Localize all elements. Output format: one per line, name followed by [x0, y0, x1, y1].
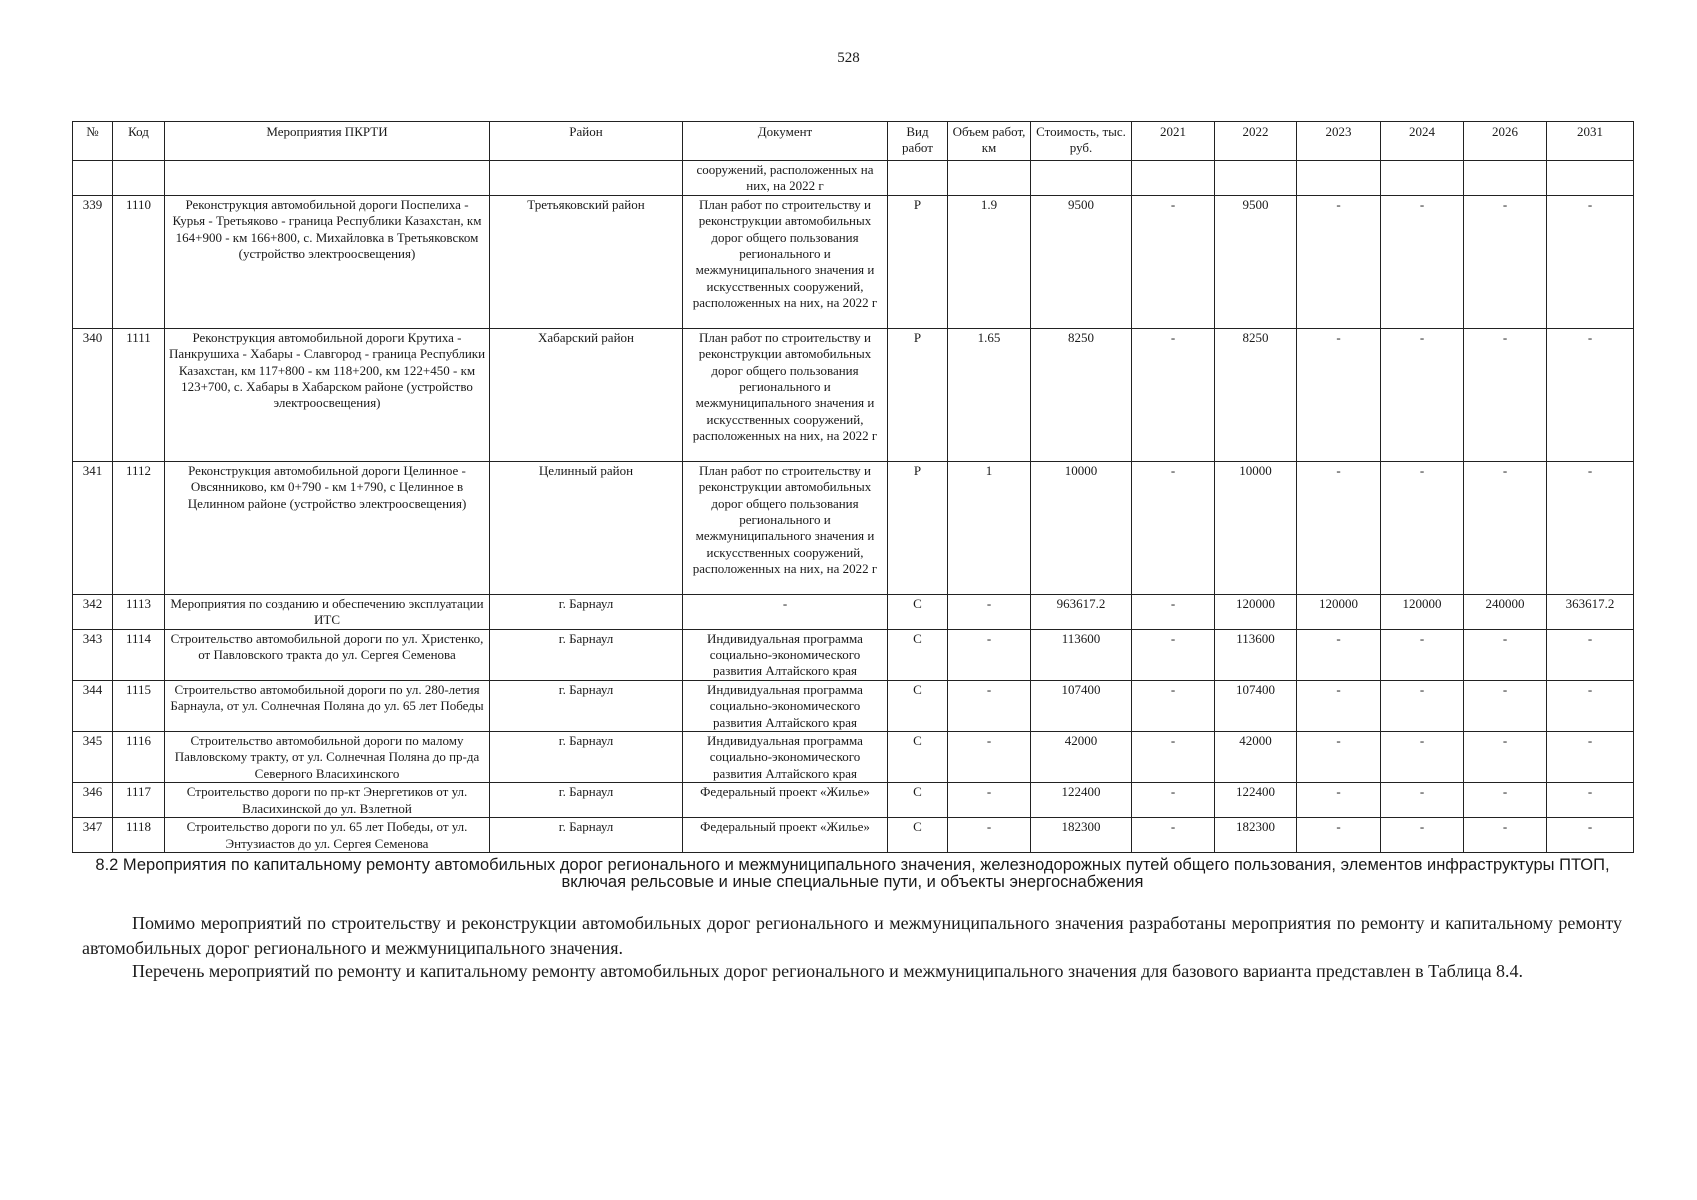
cell-2021: -	[1132, 783, 1215, 818]
cell-work-type: С	[888, 783, 948, 818]
cell-2026: -	[1464, 629, 1547, 680]
cell-work-type: С	[888, 594, 948, 629]
cell-document: Федеральный проект «Жилье»	[683, 783, 888, 818]
cell-document: План работ по строительству и реконструкции автомобильных дорог общего пользования регионального и межмуниципального значения и искусственных сооружений, расположенных на них, на 2022 г	[683, 195, 888, 328]
cell-work-type: С	[888, 818, 948, 853]
cell-code: 1116	[113, 732, 165, 783]
cell-document: Федеральный проект «Жилье»	[683, 818, 888, 853]
cell-document: План работ по строительству и реконструкции автомобильных дорог общего пользования регионального и межмуниципального значения и искусственных сооружений, расположенных на них, на 2022 г	[683, 461, 888, 594]
cell-num: 343	[73, 629, 113, 680]
cell-num: 347	[73, 818, 113, 853]
cell-cost: 122400	[1031, 783, 1132, 818]
cell-2024: -	[1381, 328, 1464, 461]
cell-2024: -	[1381, 629, 1464, 680]
cell-district: г. Барнаул	[490, 629, 683, 680]
cell-2021: -	[1132, 629, 1215, 680]
cell-cost: 9500	[1031, 195, 1132, 328]
cell-2021: -	[1132, 680, 1215, 731]
cell-volume: 1	[948, 461, 1031, 594]
cell-2026: -	[1464, 680, 1547, 731]
cell-work-type: Р	[888, 328, 948, 461]
cell-volume: -	[948, 629, 1031, 680]
cell-2022: 107400	[1215, 680, 1297, 731]
table-row	[73, 818, 1634, 853]
cell-event: Строительство автомобильной дороги по ул. 280-летия Барнаула, от ул. Солнечная Поляна до ул. 65 лет Победы	[165, 680, 490, 731]
cell-2026: -	[1464, 783, 1547, 818]
cell-2024: -	[1381, 461, 1464, 594]
table-row	[73, 195, 1634, 328]
cell-2023: -	[1297, 195, 1381, 328]
header-2022: 2022	[1215, 122, 1297, 161]
cell-code: 1115	[113, 680, 165, 731]
cell-2022: 9500	[1215, 195, 1297, 328]
cell-2022: 113600	[1215, 629, 1297, 680]
cell-volume: 1.9	[948, 195, 1031, 328]
cell-2023: -	[1297, 783, 1381, 818]
header-2031: 2031	[1547, 122, 1634, 161]
cell-2023: -	[1297, 629, 1381, 680]
cell-event: Реконструкция автомобильной дороги Целинное - Овсянниково, км 0+790 - км 1+790, с Целинное в Целинном районе (устройство электроосвещения)	[165, 461, 490, 594]
cell-document: Индивидуальная программа социально-экономического развития Алтайского края	[683, 629, 888, 680]
cell-2021: -	[1132, 732, 1215, 783]
cell-code: 1114	[113, 629, 165, 680]
cell-2023: -	[1297, 328, 1381, 461]
cell-num: 342	[73, 594, 113, 629]
cell-cost: 113600	[1031, 629, 1132, 680]
cell-2031: 363617.2	[1547, 594, 1634, 629]
cell-2022: 120000	[1215, 594, 1297, 629]
cell-2023: -	[1297, 818, 1381, 853]
cell-work-type: Р	[888, 461, 948, 594]
header-2024: 2024	[1381, 122, 1464, 161]
header-2023: 2023	[1297, 122, 1381, 161]
cell-2031: -	[1547, 818, 1634, 853]
cell-event: Строительство автомобильной дороги по малому Павловскому тракту, от ул. Солнечная Поляна до пр-да Северного Власихинского	[165, 732, 490, 783]
cell-2026: -	[1464, 195, 1547, 328]
cell-2031: -	[1547, 195, 1634, 328]
cell-2022: 8250	[1215, 328, 1297, 461]
cell-2024: -	[1381, 680, 1464, 731]
cell-2031: -	[1547, 328, 1634, 461]
header-num: №	[73, 122, 113, 161]
cell-code: 1113	[113, 594, 165, 629]
header-district: Район	[490, 122, 683, 161]
cell-district: г. Барнаул	[490, 594, 683, 629]
header-2021: 2021	[1132, 122, 1215, 161]
cell-num: 339	[73, 195, 113, 328]
cell-num: 340	[73, 328, 113, 461]
paragraph: Помимо мероприятий по строительству и реконструкции автомобильных дорог регионального и межмуниципального значения разработаны мероприятия по ремонту и капитальному ремонту автомобильных дорог регионального и межмуниципального значения.	[82, 913, 1622, 958]
cell-num: 341	[73, 461, 113, 594]
header-volume: Объем работ, км	[948, 122, 1031, 161]
cell-code: 1118	[113, 818, 165, 853]
cell-volume: -	[948, 732, 1031, 783]
cell-cost: 107400	[1031, 680, 1132, 731]
table-row	[73, 680, 1634, 731]
cell-cost: 182300	[1031, 818, 1132, 853]
cell-2024: 120000	[1381, 594, 1464, 629]
cell-volume: 1.65	[948, 328, 1031, 461]
cell-2026: -	[1464, 461, 1547, 594]
cell-event: Реконструкция автомобильной дороги Крутиха - Панкрушиха - Хабары - Славгород - граница Республики Казахстан, км 117+800 - км 118+200, км 122+450 - км 123+700, с. Хабары в Хабарском районе (устройство электроосвещения)	[165, 328, 490, 461]
cell-document: План работ по строительству и реконструкции автомобильных дорог общего пользования регионального и межмуниципального значения и искусственных сооружений, расположенных на них, на 2022 г	[683, 328, 888, 461]
table-row	[73, 461, 1634, 594]
cell-2026: -	[1464, 732, 1547, 783]
cell-document: Индивидуальная программа социально-экономического развития Алтайского края	[683, 732, 888, 783]
cell-document: -	[683, 594, 888, 629]
cell-document: Индивидуальная программа социально-экономического развития Алтайского края	[683, 680, 888, 731]
cell-district: Хабарский район	[490, 328, 683, 461]
cell-2023: -	[1297, 732, 1381, 783]
cell-volume: -	[948, 680, 1031, 731]
cell-cost: 8250	[1031, 328, 1132, 461]
table-row-continuation	[73, 161, 1634, 196]
cell-2021: -	[1132, 195, 1215, 328]
cell-2031: -	[1547, 629, 1634, 680]
table-row	[73, 732, 1634, 783]
cell-2021: -	[1132, 461, 1215, 594]
table-header-row	[73, 122, 1634, 161]
cell-work-type: С	[888, 680, 948, 731]
cell-district: Целинный район	[490, 461, 683, 594]
header-2026: 2026	[1464, 122, 1547, 161]
cell-work-type: Р	[888, 195, 948, 328]
cell-2022: 10000	[1215, 461, 1297, 594]
cell-code: 1111	[113, 328, 165, 461]
header-document: Документ	[683, 122, 888, 161]
table-row	[73, 328, 1634, 461]
cell-2023: -	[1297, 680, 1381, 731]
cell-2031: -	[1547, 783, 1634, 818]
cell-volume: -	[948, 783, 1031, 818]
cell-2031: -	[1547, 680, 1634, 731]
cell-document: сооружений, расположенных на них, на 2022 г	[683, 161, 888, 196]
header-cost: Стоимость, тыс. руб.	[1031, 122, 1132, 161]
table-row	[73, 629, 1634, 680]
cell-event: Строительство дороги по пр-кт Энергетиков от ул. Власихинской до ул. Взлетной	[165, 783, 490, 818]
cell-volume: -	[948, 594, 1031, 629]
cell-volume: -	[948, 818, 1031, 853]
cell-district: г. Барнаул	[490, 680, 683, 731]
cell-2022: 42000	[1215, 732, 1297, 783]
cell-2031: -	[1547, 461, 1634, 594]
header-event: Мероприятия ПКРТИ	[165, 122, 490, 161]
cell-2023: -	[1297, 461, 1381, 594]
cell-2022: 122400	[1215, 783, 1297, 818]
cell-2021: -	[1132, 328, 1215, 461]
table-row	[73, 594, 1634, 629]
cell-2024: -	[1381, 732, 1464, 783]
paragraph: Перечень мероприятий по ремонту и капитальному ремонту автомобильных дорог регионального и межмуниципального значения для базового варианта представлен в Таблица 8.4.	[132, 961, 1524, 981]
cell-cost: 42000	[1031, 732, 1132, 783]
cell-event: Строительство дороги по ул. 65 лет Победы, от ул. Энтузиастов до ул. Сергея Семенова	[165, 818, 490, 853]
page-number: 528	[837, 50, 860, 66]
cell-2023: 120000	[1297, 594, 1381, 629]
cell-district: г. Барнаул	[490, 732, 683, 783]
cell-event: Строительство автомобильной дороги по ул. Христенко, от Павловского тракта до ул. Сергея Семенова	[165, 629, 490, 680]
cell-2026: -	[1464, 818, 1547, 853]
cell-2024: -	[1381, 818, 1464, 853]
cell-cost: 963617.2	[1031, 594, 1132, 629]
cell-district: Третьяковский район	[490, 195, 683, 328]
section-heading: 8.2 Мероприятия по капитальному ремонту автомобильных дорог регионального и межмуниципального значения, железнодорожных путей общего пользования, элементов инфраструктуры ПТОП, включая рельсовые и иные специальные пути, и объекты энергоснабжения	[95, 856, 1610, 891]
cell-cost: 10000	[1031, 461, 1132, 594]
cell-2024: -	[1381, 783, 1464, 818]
cell-2021: -	[1132, 818, 1215, 853]
cell-district: г. Барнаул	[490, 783, 683, 818]
cell-district: г. Барнаул	[490, 818, 683, 853]
cell-2024: -	[1381, 195, 1464, 328]
cell-work-type: С	[888, 629, 948, 680]
cell-code: 1117	[113, 783, 165, 818]
cell-2026: 240000	[1464, 594, 1547, 629]
roads-table	[72, 121, 1634, 853]
cell-work-type: С	[888, 732, 948, 783]
cell-2026: -	[1464, 328, 1547, 461]
header-work-type: Вид работ	[888, 122, 948, 161]
cell-event: Реконструкция автомобильной дороги Поспелиха - Курья - Третьяково - граница Республики Казахстан, км 164+900 - км 166+800, с. Михайловка в Третьяковском (устройство электроосвещения)	[165, 195, 490, 328]
table-row	[73, 783, 1634, 818]
cell-num: 345	[73, 732, 113, 783]
cell-num: 346	[73, 783, 113, 818]
cell-num: 344	[73, 680, 113, 731]
cell-2031: -	[1547, 732, 1634, 783]
cell-event: Мероприятия по созданию и обеспечению эксплуатации ИТС	[165, 594, 490, 629]
cell-2022: 182300	[1215, 818, 1297, 853]
cell-2021: -	[1132, 594, 1215, 629]
cell-code: 1112	[113, 461, 165, 594]
cell-code: 1110	[113, 195, 165, 328]
header-code: Код	[113, 122, 165, 161]
